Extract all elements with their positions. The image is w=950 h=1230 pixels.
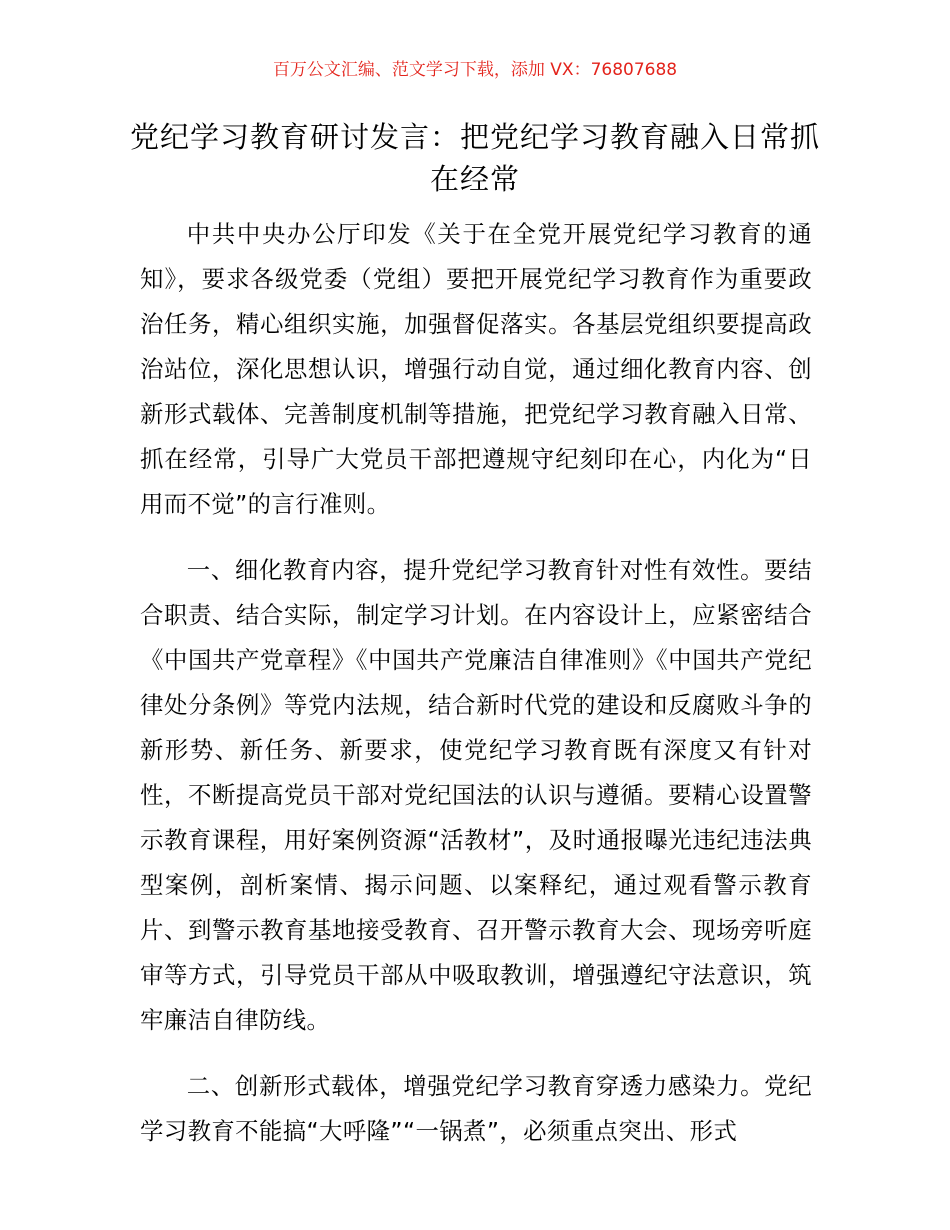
document-title: 党纪学习教育研讨发言：把党纪学习教育融入日常抓在经常 <box>130 120 821 196</box>
paragraph-intro: 中共中央办公厅印发《关于在全党开展党纪学习教育的通知》，要求各级党委（党组）要把开展党纪学习教育作为重要政治任务，精心组织实施，加强督促落实。各基层党组织要提高政治站位，深化思想认识，增强行动自觉，通过细化教育内容、创新形式载体、完善制度机制等措施，把党纪学习教育融入日常、抓在经常，引导广大党员干部把遵规守纪刻印在心，内化为“日用而不觉”的言行准则。 <box>140 220 812 518</box>
document-body <box>140 212 812 1175</box>
paragraph-section-1: 一、细化教育内容，提升党纪学习教育针对性有效性。要结合职责、结合实际，制定学习计划。在内容设计上，应紧密结合《中国共产党章程》《中国共产党廉洁自律准则》《中国共产党纪律处分条例》等党内法规，结合新时代党的建设和反腐败斗争的新形势、新任务、新要求，使党纪学习教育既有深度又有针对性，不断提高党员干部对党纪国法的认识与遵循。要精心设置警示教育课程，用好案例资源“活教材”，及时通报曝光违纪违法典型案例，剖析案情、揭示问题、以案释纪，通过观看警示教育片、到警示教育基地接受教育、召开警示教育大会、现场旁听庭审等方式，引导党员干部从中吸取教训，增强遵纪守法意识，筑牢廉洁自律防线。 <box>140 556 812 1034</box>
header-banner: 百万公文汇编、范文学习下载，添加 VX：76807688 <box>272 60 678 80</box>
paragraph-section-2: 二、创新形式载体，增强党纪学习教育穿透力感染力。党纪学习教育不能搞“大呼隆”“一锅煮”，必须重点突出、形式 <box>140 1072 812 1145</box>
